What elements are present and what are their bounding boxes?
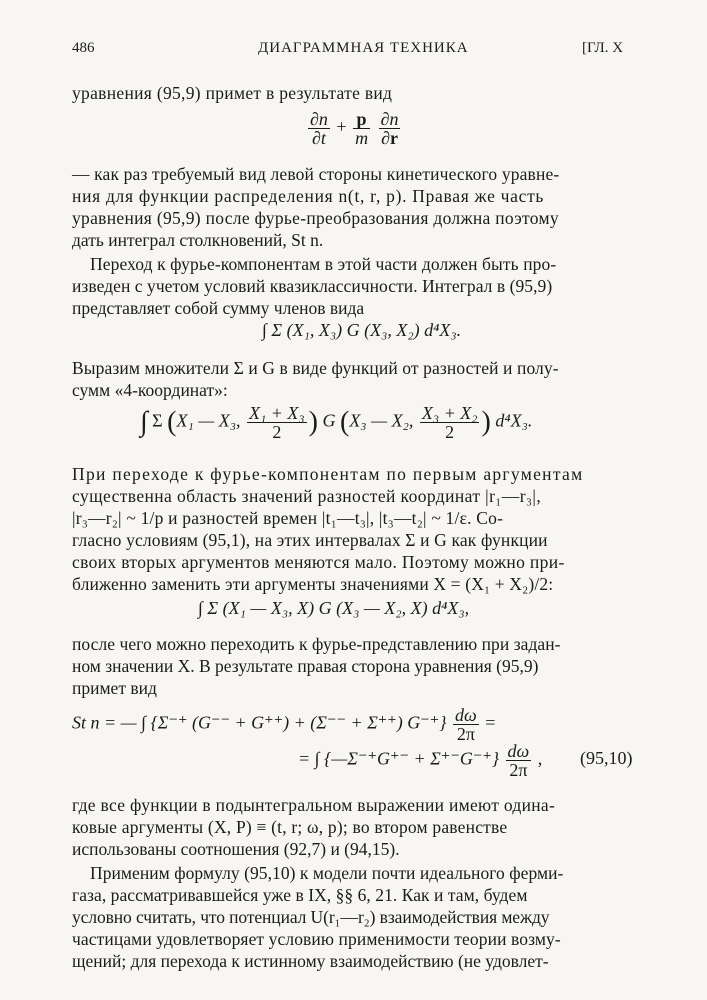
body-line: существенна область значений разностей координат |r₁—r₃|, xyxy=(72,486,542,506)
page-number: 486 xyxy=(72,40,95,56)
body-line: — как раз требуемый вид левой стороны кинетического уравне- xyxy=(72,164,560,184)
body-line: ковые аргументы (X, P) ≡ (t, r; ω, p); во втором равенстве xyxy=(72,817,508,837)
body-line: уравнения (95,9) после фурье-преобразования должна поэтому xyxy=(72,208,559,228)
body-line: Переход к фурье-компонентам в этой части должен быть про- xyxy=(90,254,557,274)
equation-approximated-integral: ∫ Σ (X₁ — X₃, X) G (X₃ — X₂, X) d⁴X₃, xyxy=(198,598,470,618)
equation-collision-integral: St n = — ∫ {Σ⁻⁺ (G⁻⁻ + G⁺⁺) + (Σ⁻⁻ + Σ⁺⁺) G⁻⁺} $\frac{d\omega}{2\pi}$ = xyxy=(72,705,496,744)
body-line: сумм «4-координат»: xyxy=(72,380,228,400)
equation-number: (95,10) xyxy=(580,748,633,768)
body-line: примет вид xyxy=(72,678,157,698)
body-line: уравнения (95,9) примет в результате вид xyxy=(72,83,393,103)
equation-collision-integral-line2: = ∫ {—Σ⁻⁺G⁺⁻ + Σ⁺⁻G⁻⁺} $\frac{d\omega}{2\pi}$ , xyxy=(298,741,543,780)
body-line: ближенно заменить эти аргументы значениями X = (X₁ + X₂)/2: xyxy=(72,574,554,594)
body-line: своих вторых аргументов меняются мало. Поэтому можно при- xyxy=(72,552,565,572)
body-line: изведен с учетом условий квазиклассичности. Интеграл в (95,9) xyxy=(72,276,553,296)
body-line: ния для функции распределения n(t, r, p). Правая же часть xyxy=(72,186,545,206)
body-line: щений; для перехода к истинному взаимодействию (не удовлет- xyxy=(72,951,549,971)
body-line: условно считать, что потенциал U(r₁—r₂) взаимодействия между xyxy=(72,907,550,927)
body-line: гласно условиям (95,1), на этих интервалах Σ и G как функции xyxy=(72,530,548,550)
body-line: дать интеграл столкновений, St n. xyxy=(72,230,324,250)
equation-difference-sum-form: ∫ Σ (X₁ — X₃, $\frac{\text{X₁ + X₃}}{2}$ ) G (X₃ — X₂, $\frac{\text{X₃ + X₂}}{2}$ ) d⁴X₃. xyxy=(140,403,533,442)
equation-integral-term: ∫ Σ (X₁, X₃) G (X₃, X₂) d⁴X₃. xyxy=(262,320,462,340)
body-line: частицами удовлетворяет условию применимости теории возму- xyxy=(72,929,561,949)
body-line: газа, рассматривавшейся уже в IX, §§ 6, 21. Как и там, будем xyxy=(72,885,528,905)
body-line: представляет собой сумму членов вида xyxy=(72,298,365,318)
chapter-label: [ГЛ. X xyxy=(582,40,624,56)
body-line: использованы соотношения (92,7) и (94,15). xyxy=(72,839,400,859)
body-line: Выразим множители Σ и G в виде функций от разностей и полу- xyxy=(72,358,559,378)
equation-streaming-operator: $\frac{\partial n}{\partial t}$ + $\frac{p}{m}$ $\frac{\partial n}{\partial r}$ xyxy=(310,109,399,148)
body-line: ном значении X. В результате правая сторона уравнения (95,9) xyxy=(72,656,539,676)
body-line: Применим формулу (95,10) к модели почти идеального ферми- xyxy=(90,863,564,883)
running-title: ДИАГРАММНАЯ ТЕХНИКА xyxy=(258,40,469,56)
body-line: При переходе к фурье-компонентам по первым аргументам xyxy=(72,464,584,484)
body-line: где все функции в подынтегральном выражении имеют одина- xyxy=(72,795,556,815)
body-line: после чего можно переходить к фурье-представлению при задан- xyxy=(72,634,561,654)
body-line: |r₃—r₂| ~ 1/p и разностей времен |t₁—t₃|, |t₃—t₂| ~ 1/ε. Со- xyxy=(72,508,504,528)
